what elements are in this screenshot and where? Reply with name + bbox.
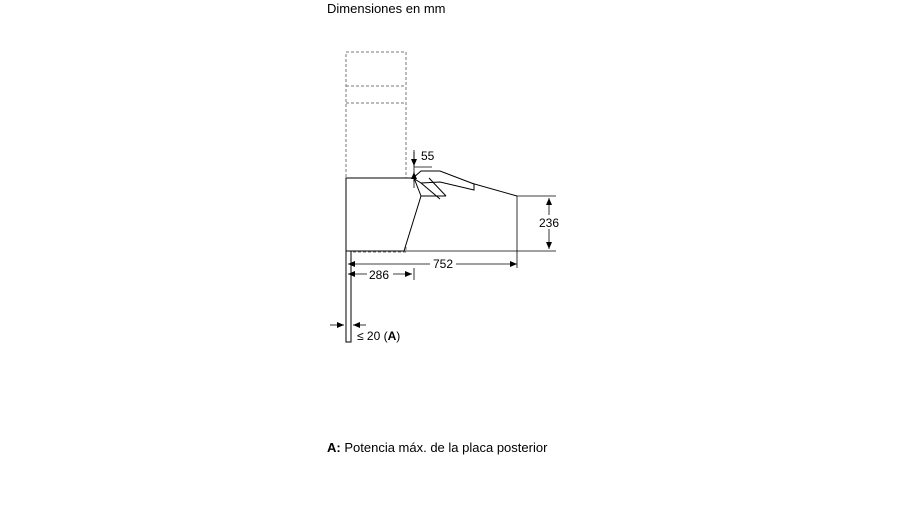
- dimension-label-20: ≤ 20 (A): [357, 329, 401, 343]
- legend: [327, 440, 547, 455]
- dimension-label-55: 55: [421, 149, 435, 163]
- legend-text: Potencia máx. de la placa posterior: [344, 440, 548, 455]
- diagram-title: Dimensiones en mm: [327, 1, 446, 16]
- glass-canopy: [413, 171, 517, 199]
- dimension-label-236: 236: [539, 216, 560, 230]
- dimension-label-752: 752: [433, 257, 454, 271]
- dimension-label-286: 286: [369, 268, 390, 282]
- hood-body: [346, 178, 421, 251]
- back-plate: [346, 251, 351, 342]
- legend-key: A:: [327, 440, 341, 455]
